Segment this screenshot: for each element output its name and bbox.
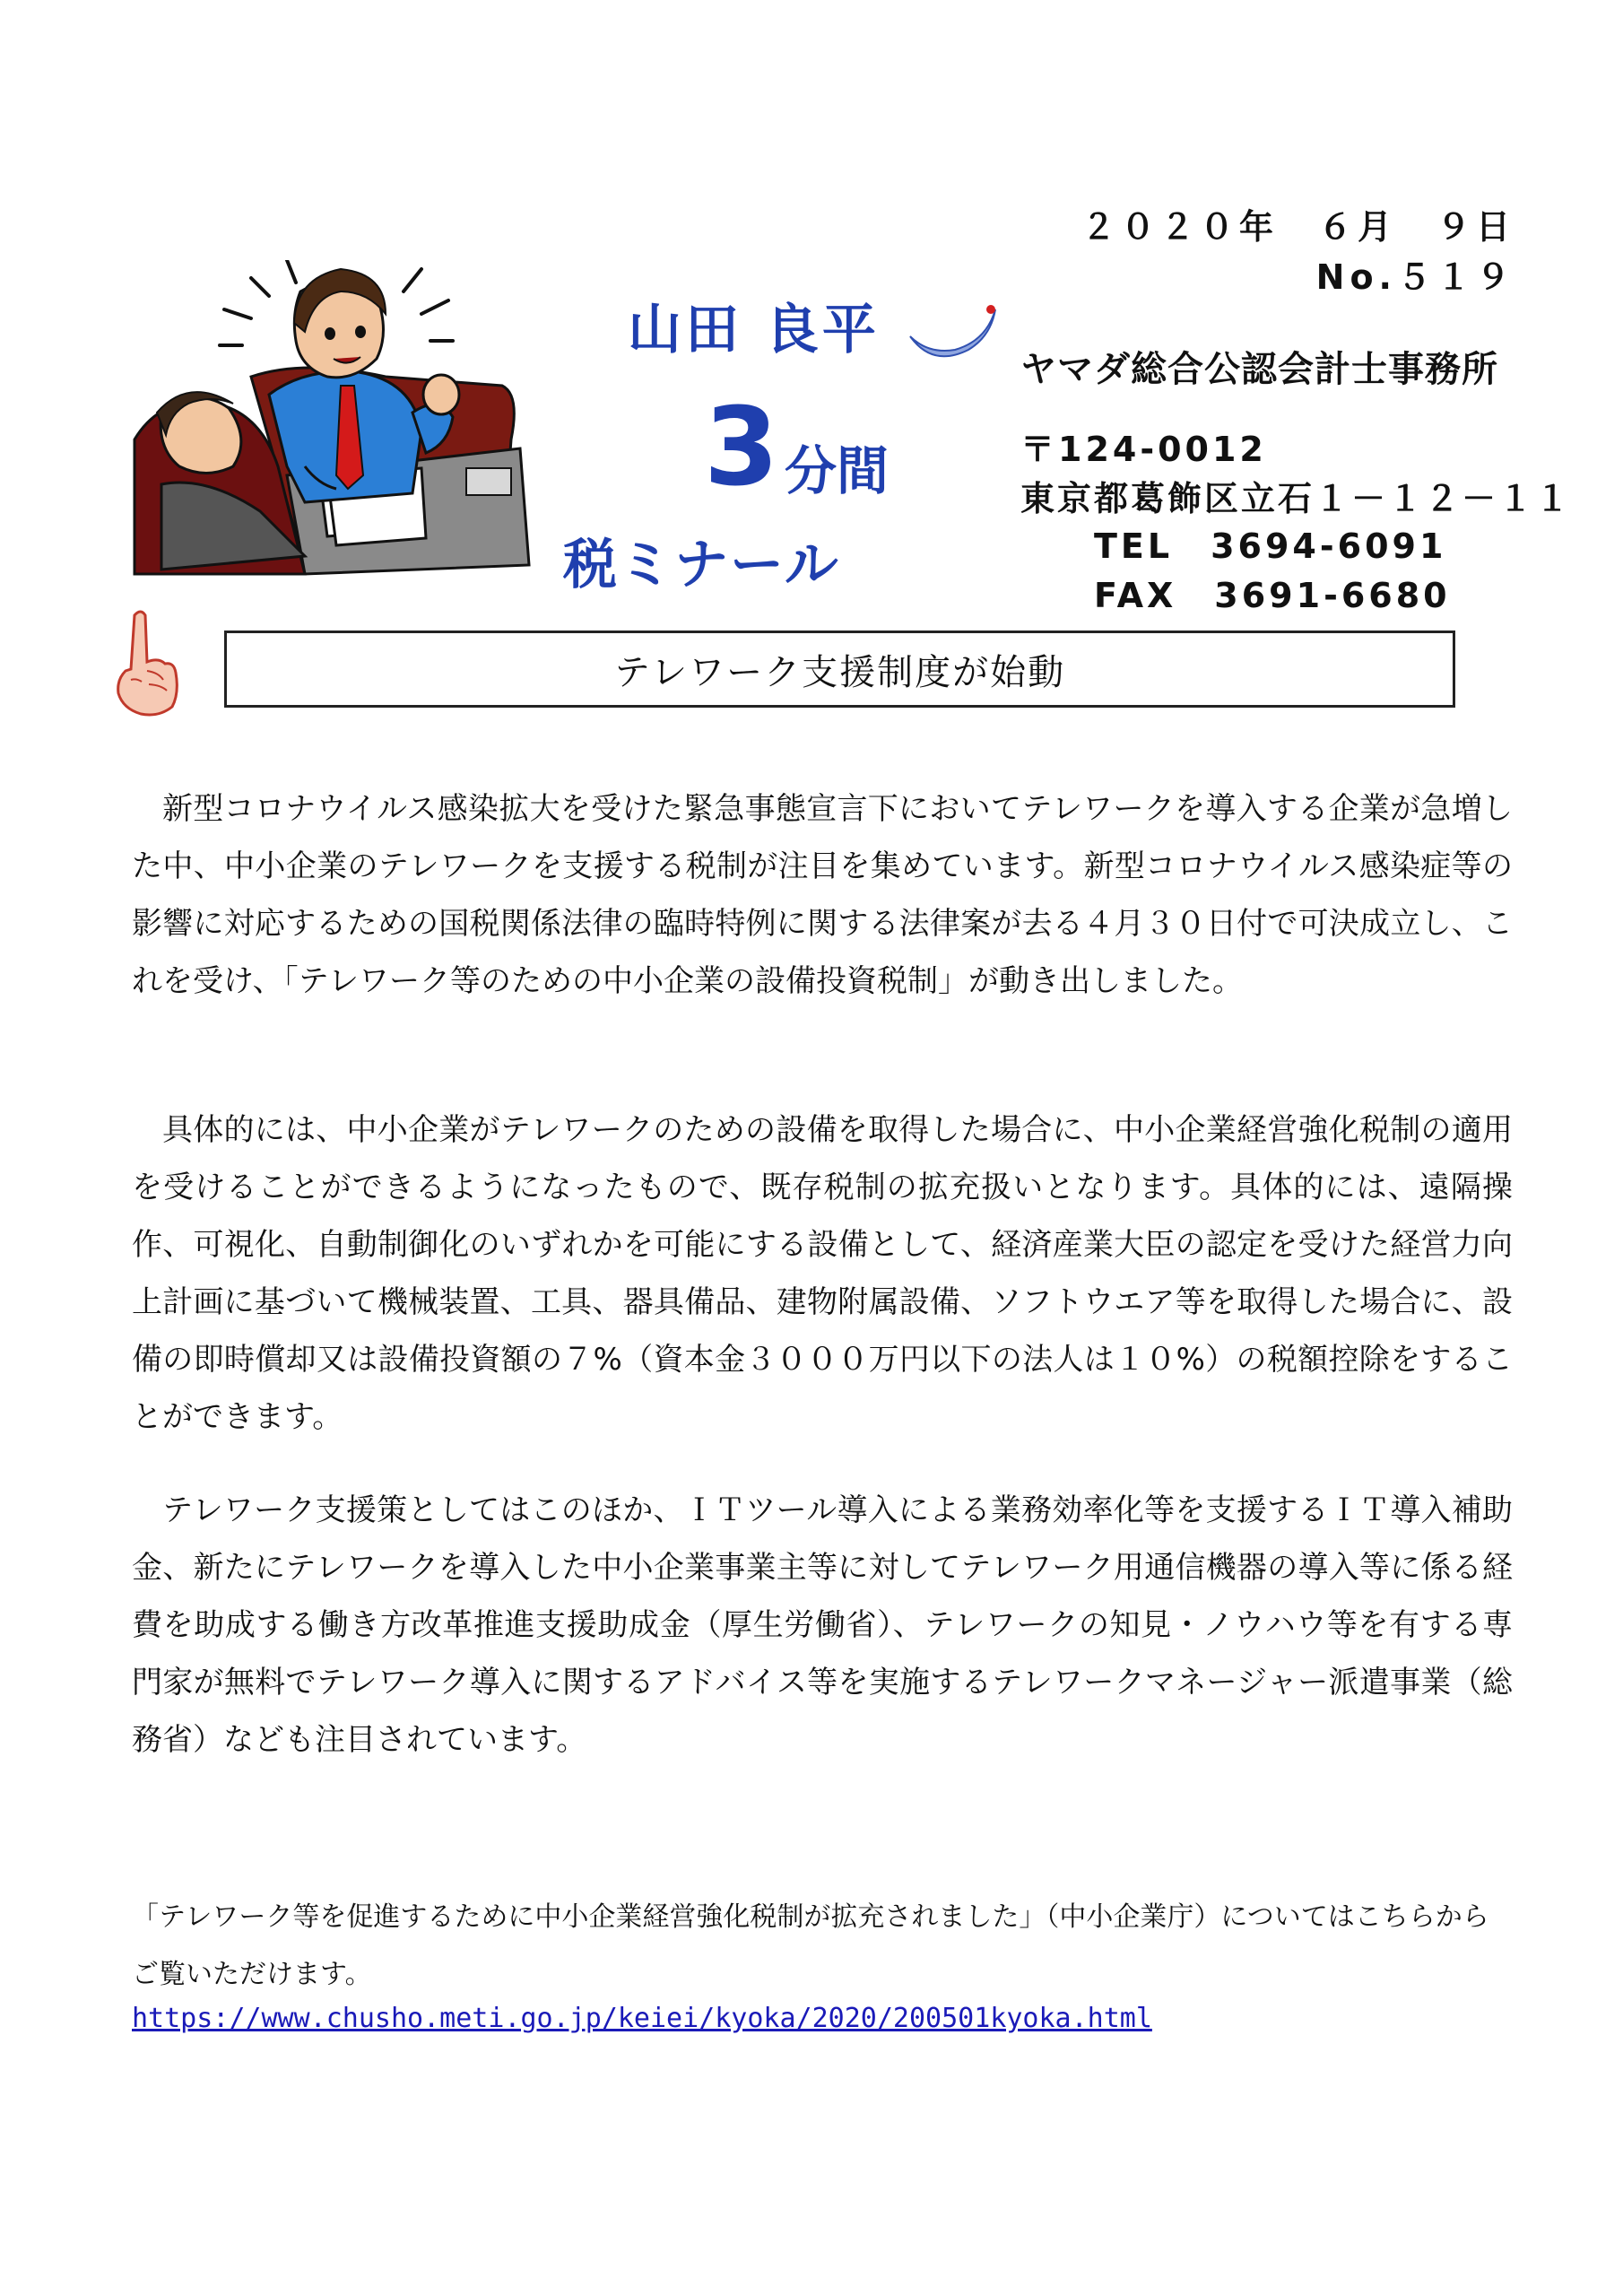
reference-note: 「テレワーク等を促進するために中小企業経営強化税制が拡充されました」（中小企業庁）についてはこちらからご覧いただけます。 — [132, 1901, 1489, 1990]
telephone: TEL 3694-6091 — [1094, 526, 1447, 566]
businessmen-meeting-illustration — [126, 260, 538, 583]
postal-code: 〒124-0012 — [1020, 430, 1267, 469]
pointing-finger-icon — [109, 608, 181, 720]
logo-seminar: 税ミナール — [563, 534, 840, 596]
issue-date: ２０２０年 ６月 ９日 — [1081, 207, 1515, 247]
office-name: ヤマダ総合公認会計士事務所 — [1020, 349, 1498, 390]
reference-link[interactable]: https://www.chusho.meti.go.jp/keiei/kyoka/2020/200501kyoka.html — [132, 2003, 1152, 2034]
fax-number: FAX 3691-6680 — [1094, 576, 1451, 615]
paragraph-1: 新型コロナウイルス感染拡大を受けた緊急事態宣言下においてテレワークを導入する企業が急増した中、中小企業のテレワークを支援する税制が注目を集めています。新型コロナウイルス感染症等の影響に対応するための国税関係法律の臨時特例に関する法律案が去る４月３０日付で可決成立し、これを受け、「テレワーク等のための中小企業の設備投資税制」が動き出しました。 — [132, 791, 1513, 999]
title-box — [224, 631, 1455, 708]
paragraph-3: テレワーク支援策としてはこのほか、ＩＴツール導入による業務効率化等を支援するＩＴ導入補助金、新たにテレワークを導入した中小企業事業主等に対してテレワーク用通信機器の導入等に係る経費を助成する働き方改革推進支援助成金（厚生労働省）、テレワークの知見・ノウハウ等を有する専門家が無料でテレワーク導入に関するアドバイス等を実施するテレワークマネージャー派遣事業（総務省）なども注目されています。 — [132, 1492, 1513, 1758]
article-title: テレワーク支援制度が始動 — [613, 651, 1066, 693]
street-address: 東京都葛飾区立石１－１２－１１ — [1020, 479, 1573, 518]
logo-number-three: 3 — [704, 386, 779, 510]
logo-minutes: 分間 — [785, 440, 890, 501]
paragraph-2: 具体的には、中小企業がテレワークのための設備を取得した場合に、中小企業経営強化税制の適用を受けることができるようになったもので、既存税制の拡充扱いとなります。具体的には、遠隔操作、可視化、自動制御化のいずれかを可能にする設備として、経済産業大臣の認定を受けた経営力向上計画に基づいて機械装置、工具、器具備品、建物附属設備、ソフトウエア等を取得した場合に、設備の即時償却又は設備投資額の７%（資本金３０００万円以下の法人は１０%）の税額控除をすることができます。 — [132, 1112, 1513, 1435]
swoosh-logo-icon — [906, 300, 1004, 372]
issue-number: No.５１９ — [1315, 257, 1515, 297]
author-name: 山田 良平 — [628, 299, 880, 361]
